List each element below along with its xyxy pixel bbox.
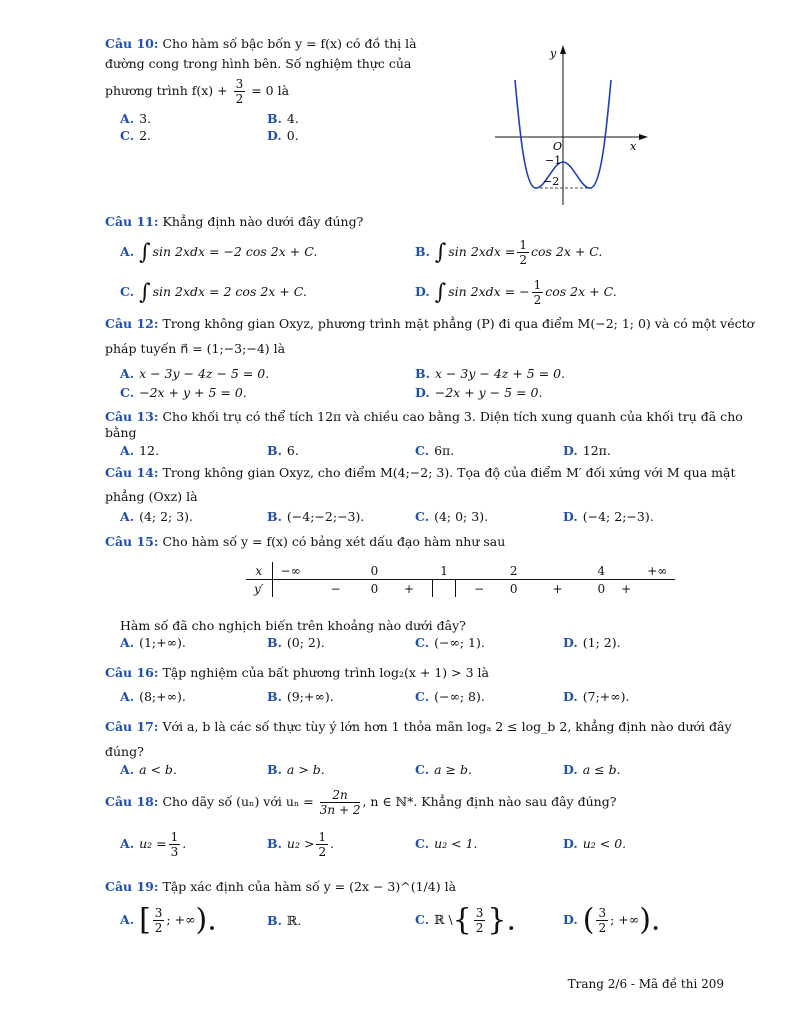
q15-follow: Hàm số đã cho nghịch biến trên khoảng nào dưới đây? [120,618,466,633]
q10-text3b: = 0 là [251,83,290,98]
q15-label: Câu 15: [105,534,159,549]
q11-option-c[interactable]: C. ∫ sin 2xdx = 2 cos 2x + C. [120,279,307,305]
q12-line2: pháp tuyến n⃗ = (1;−3;−4) là [105,341,286,356]
q10-fraction [234,77,246,106]
q13-option-b[interactable]: B. 6. [267,443,299,458]
q12-label: Câu 12: [105,316,159,331]
q11-stem [105,214,363,230]
q17-option-a[interactable]: A. a < b. [120,762,177,777]
q18-option-c[interactable]: C. u₂ < 1. [415,836,478,851]
q11-option-a[interactable]: A. ∫ sin 2xdx = −2 cos 2x + C. [120,239,318,265]
q10-line3 [105,76,289,106]
q11-label: Câu 11: [105,214,159,229]
q17-line1: Câu 17: Với a, b là các số thực tùy ý lớn hơn 1 thỏa mãn logₐ 2 ≤ log_b 2, khẳng định nào dưới đây [105,719,732,734]
q12-option-c[interactable]: C. −2x + y + 5 = 0. [120,385,247,400]
sign-table-row-derivative: y′ − 0 + − 0 + 0 + [246,580,675,598]
q10-option-a[interactable]: A. 3. [120,111,151,126]
q15-option-b[interactable]: B. (0; 2). [267,635,325,650]
q12-line1: Câu 12: Trong không gian Oxyz, phương trình mặt phẳng (P) đi qua điểm M(−2; 1; 0) và có một véctơ [105,316,755,331]
q16-option-b[interactable]: B. (9;+∞). [267,689,334,704]
q18-stem: Câu 18: Cho dãy số (uₙ) với uₙ = $\frac{2n}{3n + 2}$ , n ∈ ℕ*. Khẳng định nào sau đây đúng? [105,788,617,817]
q13-option-c[interactable]: C. 6π. [415,443,455,458]
q17-option-b[interactable]: B. a > b. [267,762,325,777]
q12-option-b[interactable]: B. x − 3y − 4z + 5 = 0. [415,366,566,381]
graph-minus2-label: −2 [543,175,560,188]
q19-option-c[interactable]: C. ℝ \{ $\frac{3}{2}$ }. [415,902,517,938]
q14-option-d[interactable]: D. (−4; 2;−3). [563,509,654,524]
q10-frac-den: 2 [235,92,244,106]
sign-table-row-x: x −∞ 0 1 2 4 +∞ [246,562,675,580]
q10-option-b[interactable]: B. 4. [267,111,299,126]
q10-text1: Cho hàm số bậc bốn y = f(x) có đồ thị là [162,36,417,51]
q16-option-c[interactable]: C. (−∞; 8). [415,689,485,704]
q15-option-c[interactable]: C. (−∞; 1). [415,635,485,650]
integral-icon: ∫ [434,279,447,305]
q14-label: Câu 14: [105,465,159,480]
q13-label: Câu 13: [105,409,159,424]
graph-x-label: x [630,140,637,153]
q11-option-d[interactable]: D. ∫ sin 2xdx = − $\frac{1}{2}$ cos 2x + C. [415,278,617,307]
q14-option-a[interactable]: A. (4; 2; 3). [120,509,194,524]
q18-option-d[interactable]: D. u₂ < 0. [563,836,627,851]
q14-option-c[interactable]: C. (4; 0; 3). [415,509,489,524]
q12-option-d[interactable]: D. −2x + y − 5 = 0. [415,385,543,400]
q18-option-a[interactable]: A. u₂ = $\frac{1}{3}$ . [120,830,187,859]
q10-frac-num: 3 [235,77,244,91]
q10-text3a: phương trình f(x) + [105,83,228,98]
q10-graph [490,40,660,210]
graph-minus1-label: −1 [545,154,562,167]
q15-stem: Câu 15: Cho hàm số y = f(x) có bảng xét dấu đạo hàm như sau [105,534,506,549]
q19-stem: Câu 19: Tập xác định của hàm số y = (2x − 3)^(1/4) là [105,879,457,894]
q12-option-a[interactable]: A. x − 3y − 4z − 5 = 0. [120,366,270,381]
q16-label: Câu 16: [105,665,159,680]
q17-line2: đúng? [105,744,144,759]
integral-icon: ∫ [139,279,151,305]
q13-line1: Câu 13: Cho khối trụ có thể tích 12π và chiều cao bằng 3. Diện tích xung quanh của khối trụ đã cho [105,409,743,424]
q10-line1 [105,36,417,52]
q16-option-a[interactable]: A. (8;+∞). [120,689,186,704]
q14-line1: Câu 14: Trong không gian Oxyz, cho điểm M(4;−2; 3). Tọa độ của điểm M′ đối xứng với M qua mặt [105,465,736,480]
integral-icon: ∫ [139,239,151,265]
integral-icon: ∫ [434,239,447,265]
graph-y-arrow-icon [560,45,566,54]
q10-line2: đường cong trong hình bên. Số nghiệm thực của [105,56,412,71]
q16-stem: Câu 16: Tập nghiệm của bất phương trình log₂(x + 1) > 3 là [105,665,489,680]
q15-sign-table [246,562,675,597]
q15-option-d[interactable]: D. (1; 2). [563,635,621,650]
graph-origin-label: O [553,140,563,153]
q19-option-a[interactable]: A. [ $\frac{3}{2}$ ; +∞). [120,902,217,938]
q10-label: Câu 10: [105,36,159,51]
q13-option-d[interactable]: D. 12π. [563,443,611,458]
q15-option-a[interactable]: A. (1;+∞). [120,635,186,650]
q14-option-b[interactable]: B. (−4;−2;−3). [267,509,365,524]
q19-option-b[interactable]: B. ℝ. [267,913,302,928]
q13-line2: bằng [105,425,137,440]
q17-label: Câu 17: [105,719,159,734]
graph-y-label: y [550,47,557,60]
q13-option-a[interactable]: A. 12. [120,443,159,458]
graph-x-arrow-icon [639,134,648,140]
q18-option-b[interactable]: B. u₂ > $\frac{1}{2}$ . [267,830,335,859]
q10-option-d[interactable]: D. 0. [267,128,299,143]
q17-option-c[interactable]: C. a ≥ b. [415,762,472,777]
q16-option-d[interactable]: D. (7;+∞). [563,689,630,704]
q17-option-d[interactable]: D. a ≤ b. [563,762,621,777]
q11-option-b[interactable]: B. ∫ sin 2xdx = $\frac{1}{2}$ cos 2x + C. [415,238,603,267]
q11-text: Khẳng định nào dưới đây đúng? [162,214,364,229]
q19-label: Câu 19: [105,879,159,894]
q19-option-d[interactable]: D. ( $\frac{3}{2}$ ; +∞). [563,902,661,938]
q14-line2: phẳng (Oxz) là [105,489,198,504]
q10-option-c[interactable]: C. 2. [120,128,152,143]
q18-label: Câu 18: [105,794,159,809]
page-footer: Trang 2/6 - Mã đề thi 209 [567,977,724,991]
